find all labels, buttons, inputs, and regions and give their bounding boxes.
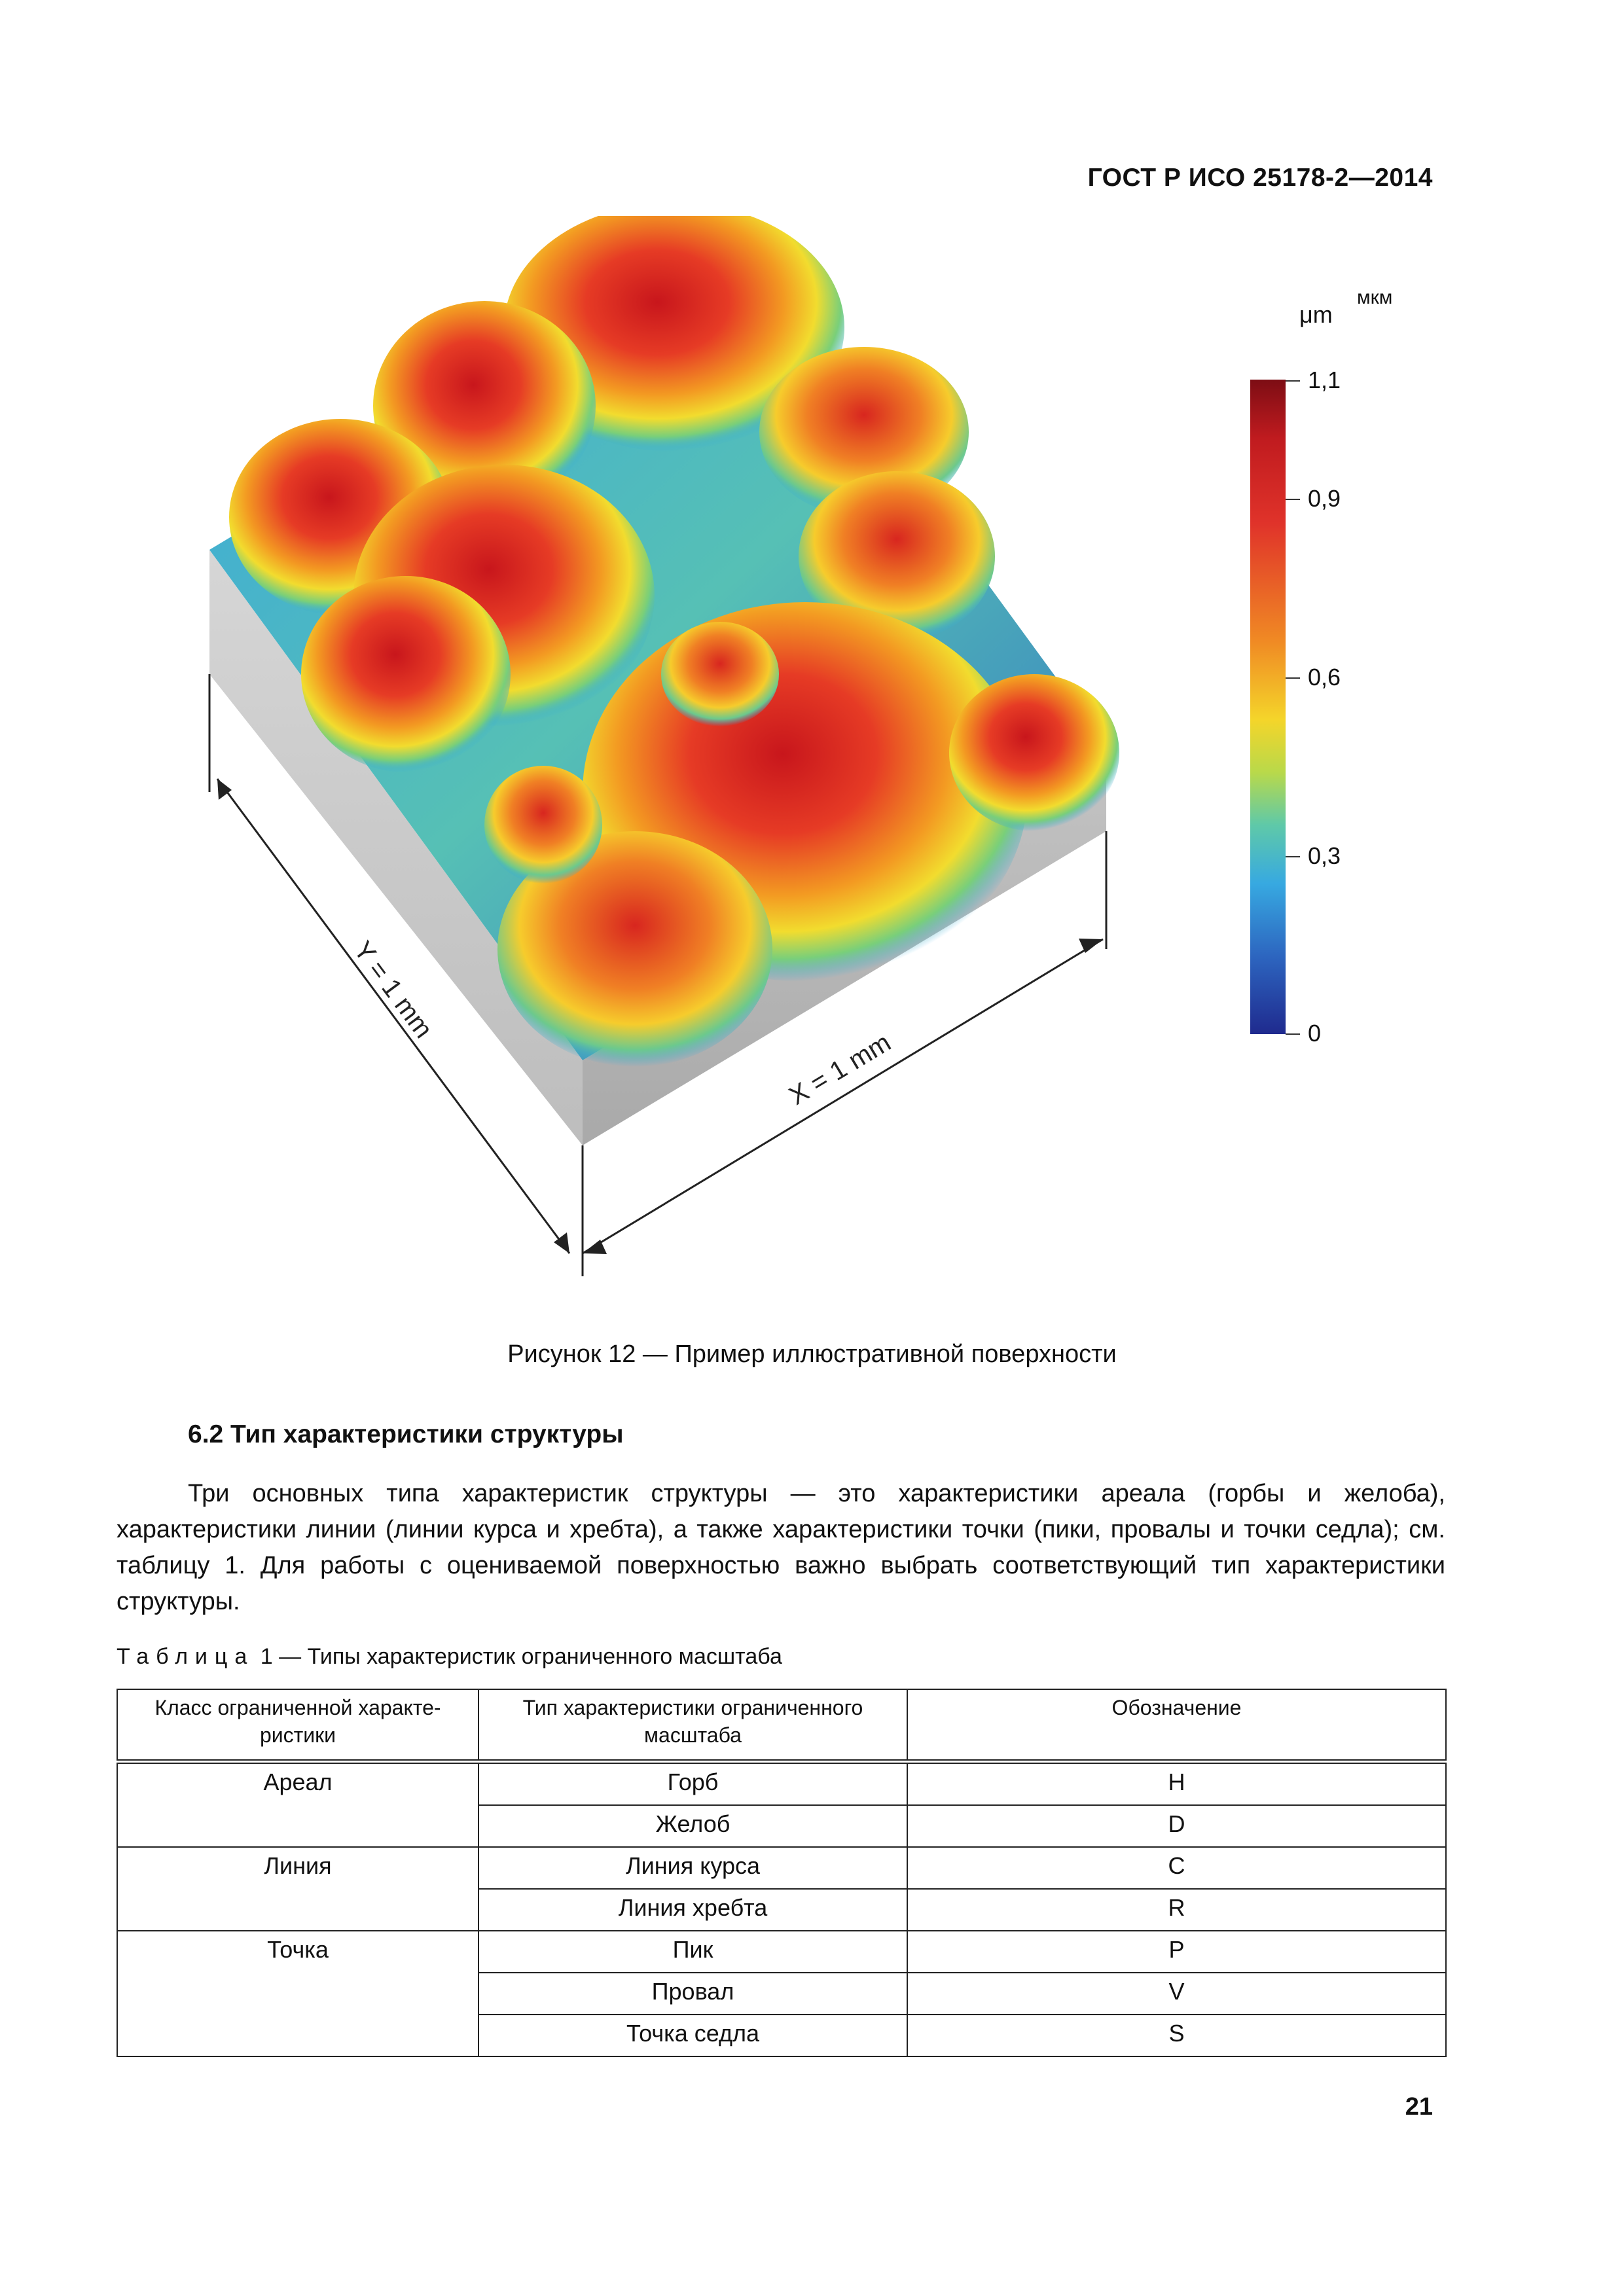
legend-unit-ru: мкм <box>1357 287 1393 308</box>
table-row <box>117 1847 1446 1889</box>
cell-type: Пик <box>478 1931 907 1973</box>
surface-peak <box>661 622 779 726</box>
y-dimension-label: Y = 1 mm <box>348 936 439 1044</box>
table-caption <box>117 1644 782 1670</box>
cell-code: C <box>907 1847 1446 1889</box>
table-caption-text: 1 — Типы характеристик ограниченного масштаба <box>254 1644 782 1669</box>
cell-type: Линия курса <box>478 1847 907 1889</box>
cell-type: Горб <box>478 1762 907 1806</box>
table-row <box>117 2015 1446 2056</box>
cell-class <box>117 1889 478 1931</box>
cell-class <box>117 2015 478 2056</box>
cell-code: V <box>907 1973 1446 2015</box>
column-header-code: Обозначение <box>907 1689 1446 1762</box>
cell-type: Точка седла <box>478 2015 907 2056</box>
standard-title: ГОСТ Р ИСО 25178-2—2014 <box>1087 164 1433 192</box>
x-dimension-label: X = 1 mm <box>784 1028 896 1111</box>
surface-peak <box>301 576 511 772</box>
legend-unit-en: μm <box>1299 301 1333 328</box>
legend-tick <box>1286 677 1300 679</box>
surface-peak <box>484 766 602 884</box>
surface-figure <box>177 216 1159 1302</box>
legend-tick-label: 0 <box>1308 1020 1322 1047</box>
legend-tick-label: 1,1 <box>1308 367 1341 393</box>
feature-types-table <box>117 1689 1447 2057</box>
figure-caption: Рисунок 12 — Пример иллюстративной поверхности <box>507 1340 1117 1368</box>
table-row <box>117 1889 1446 1931</box>
cell-type: Линия хребта <box>478 1889 907 1931</box>
surface-peak <box>949 674 1119 831</box>
column-header-type: Тип характеристики ограниченного масштаба <box>478 1689 907 1762</box>
cell-type: Провал <box>478 1973 907 2015</box>
section-heading: 6.2 Тип характеристики структуры <box>188 1420 624 1448</box>
cell-code: P <box>907 1931 1446 1973</box>
legend-tick <box>1286 1033 1300 1035</box>
table-row <box>117 1973 1446 2015</box>
legend-tick-label: 0,3 <box>1308 842 1341 869</box>
table-header-row <box>117 1689 1446 1762</box>
legend-tick <box>1286 499 1300 500</box>
legend-tick <box>1286 856 1300 857</box>
table-row <box>117 1931 1446 1973</box>
color-scale-bar <box>1250 380 1286 1034</box>
body-paragraph: Три основных типа характеристик структуры — это характеристики ареала (горбы и желоба), характеристики линии (линии курса и хребта), а также характеристики точки (пики, провалы и точки седла); см. таблицу 1. Для работы с оцениваемой поверхностью важно выбрать соответствующий тип характеристики структуры. <box>117 1480 1445 1615</box>
cell-class: Точка <box>117 1931 478 1973</box>
cell-code: D <box>907 1805 1446 1847</box>
page-number: 21 <box>1405 2093 1433 2121</box>
table-row <box>117 1805 1446 1847</box>
legend-tick-label: 0,6 <box>1308 664 1341 691</box>
column-header-class: Класс ограниченной характе-ристики <box>117 1689 478 1762</box>
table-caption-label: Таблица <box>117 1644 255 1669</box>
cell-type: Желоб <box>478 1805 907 1847</box>
cell-class: Линия <box>117 1847 478 1889</box>
color-scale-legend <box>1231 275 1427 1060</box>
legend-tick <box>1286 380 1300 382</box>
legend-tick-label: 0,9 <box>1308 485 1341 512</box>
cell-code: R <box>907 1889 1446 1931</box>
cell-class <box>117 1805 478 1847</box>
table-row <box>117 1762 1446 1806</box>
cell-code: S <box>907 2015 1446 2056</box>
cell-class: Ареал <box>117 1762 478 1806</box>
cell-code: H <box>907 1762 1446 1806</box>
cell-class <box>117 1973 478 2015</box>
